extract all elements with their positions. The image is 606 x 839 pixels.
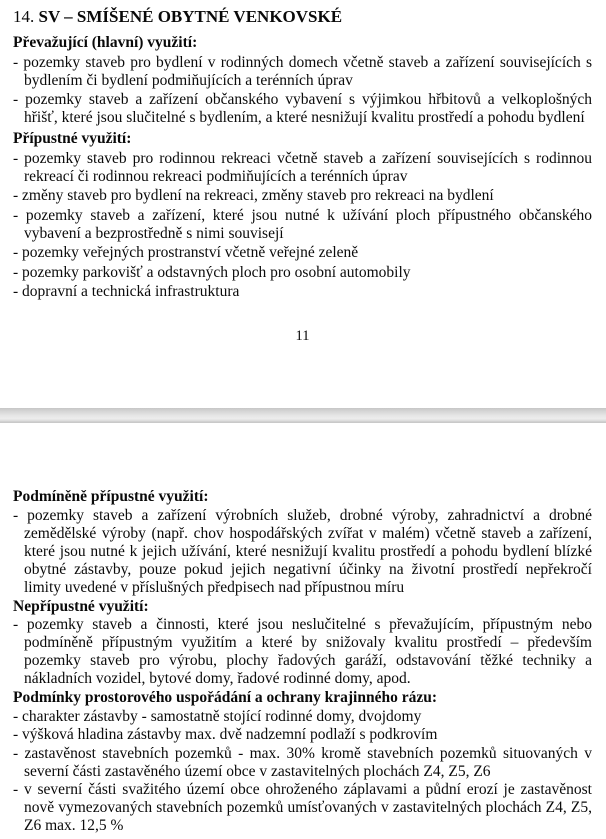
list-item: - pozemky staveb a zařízení občanského vybavení s výjimkou hřbitovů a velkoplošných hřišť, které jsou slučitelné s bydlením, a které nesnižují kvalitu prostředí a pohodu bydlení <box>13 91 592 126</box>
title-number: 14. <box>13 7 35 26</box>
list-item: - pozemky staveb a zařízení, které jsou nutné k užívání ploch přípustného občanského vybavení a bezprostředně s nimi souvisejí <box>13 206 592 242</box>
list-item: - dopravní a technická infrastruktura <box>13 283 240 300</box>
page-number: 11 <box>295 328 310 344</box>
page-2 <box>0 423 606 839</box>
list-item: - výšková hladina zástavby max. dvě nadzemní podlaží s podkrovím <box>13 726 438 743</box>
section-heading: Nepřípustné využití: <box>13 597 149 615</box>
title-text: SV – SMÍŠENÉ OBYTNÉ VENKOVSKÉ <box>38 7 343 26</box>
page-1 <box>0 0 606 408</box>
section-heading: Přípustné využití: <box>13 130 132 147</box>
list-item: - pozemky staveb a zařízení výrobních služeb, drobné výroby, zahradnictví a drobné zemědělské výroby (např. chov hospodářských zvířat v malém) včetně staveb a zařízení, které jsou nutné k jejich užívání, které nesnižují kvalitu prostředí a pohodu bydlení blízké obytné zástavby, pouze pokud jejich negativní účinky na životní prostředí nepřekročí limity uvedené v příslušných předpisech nad přípustnou míru <box>13 506 592 596</box>
list-item: - v severní části svažitého území obce ohroženého záplavami a půdní erozí je zastavěnost nově vymezovaných stavebních pozemků umísťovaných v zastavitelných plochách Z4, Z5, Z6 max. 12,5 % <box>13 781 592 834</box>
list-item: - pozemky staveb a činnosti, které jsou neslučitelné s převažujícím, přípustným nebo podmíněně přípustným využitím a které by snižovaly kvalitu prostředí – především pozemky staveb pro výrobu, plochy řadových garáží, odstavování těžké techniky a nákladních vozidel, bytové domy, řadové rodinné domy, apod. <box>13 616 592 687</box>
list-item: - charakter zástavby - samostatně stojící rodinné domy, dvojdomy <box>13 707 422 725</box>
list-item: - pozemky veřejných prostranství včetně veřejné zeleně <box>13 244 359 261</box>
list-item: - zastavěnost stavebních pozemků - max. 30% kromě stavebních pozemků situovaných v severní části zastavěného území obce v zastavitelných plochách Z4, Z5, Z6 <box>13 744 592 780</box>
document-title <box>13 6 592 28</box>
list-item: - změny staveb pro bydlení na rekreaci, změny staveb pro rekreaci na bydlení <box>13 187 494 204</box>
page-1-content <box>13 34 592 301</box>
list-item: - pozemky parkovišť a odstavných ploch pro osobní automobily <box>13 263 411 281</box>
section-heading: Převažující (hlavní) využití: <box>13 34 198 51</box>
section-heading: Podmínky prostorového uspořádání a ochrany krajinného rázu: <box>13 689 438 706</box>
list-item: - pozemky staveb pro bydlení v rodinných domech včetně staveb a zařízení souvisejících s bydlením či bydlení podmiňujících a terénních úprav <box>13 53 592 89</box>
page-separator <box>0 408 606 423</box>
list-item: - pozemky staveb pro rodinnou rekreaci včetně staveb a zařízení souvisejících s rodinnou rekreací či rodinnou rekreaci podmiňujících a terénních úprav <box>13 149 592 185</box>
page-2-content <box>13 488 592 835</box>
section-heading: Podmíněně přípustné využití: <box>13 488 209 505</box>
